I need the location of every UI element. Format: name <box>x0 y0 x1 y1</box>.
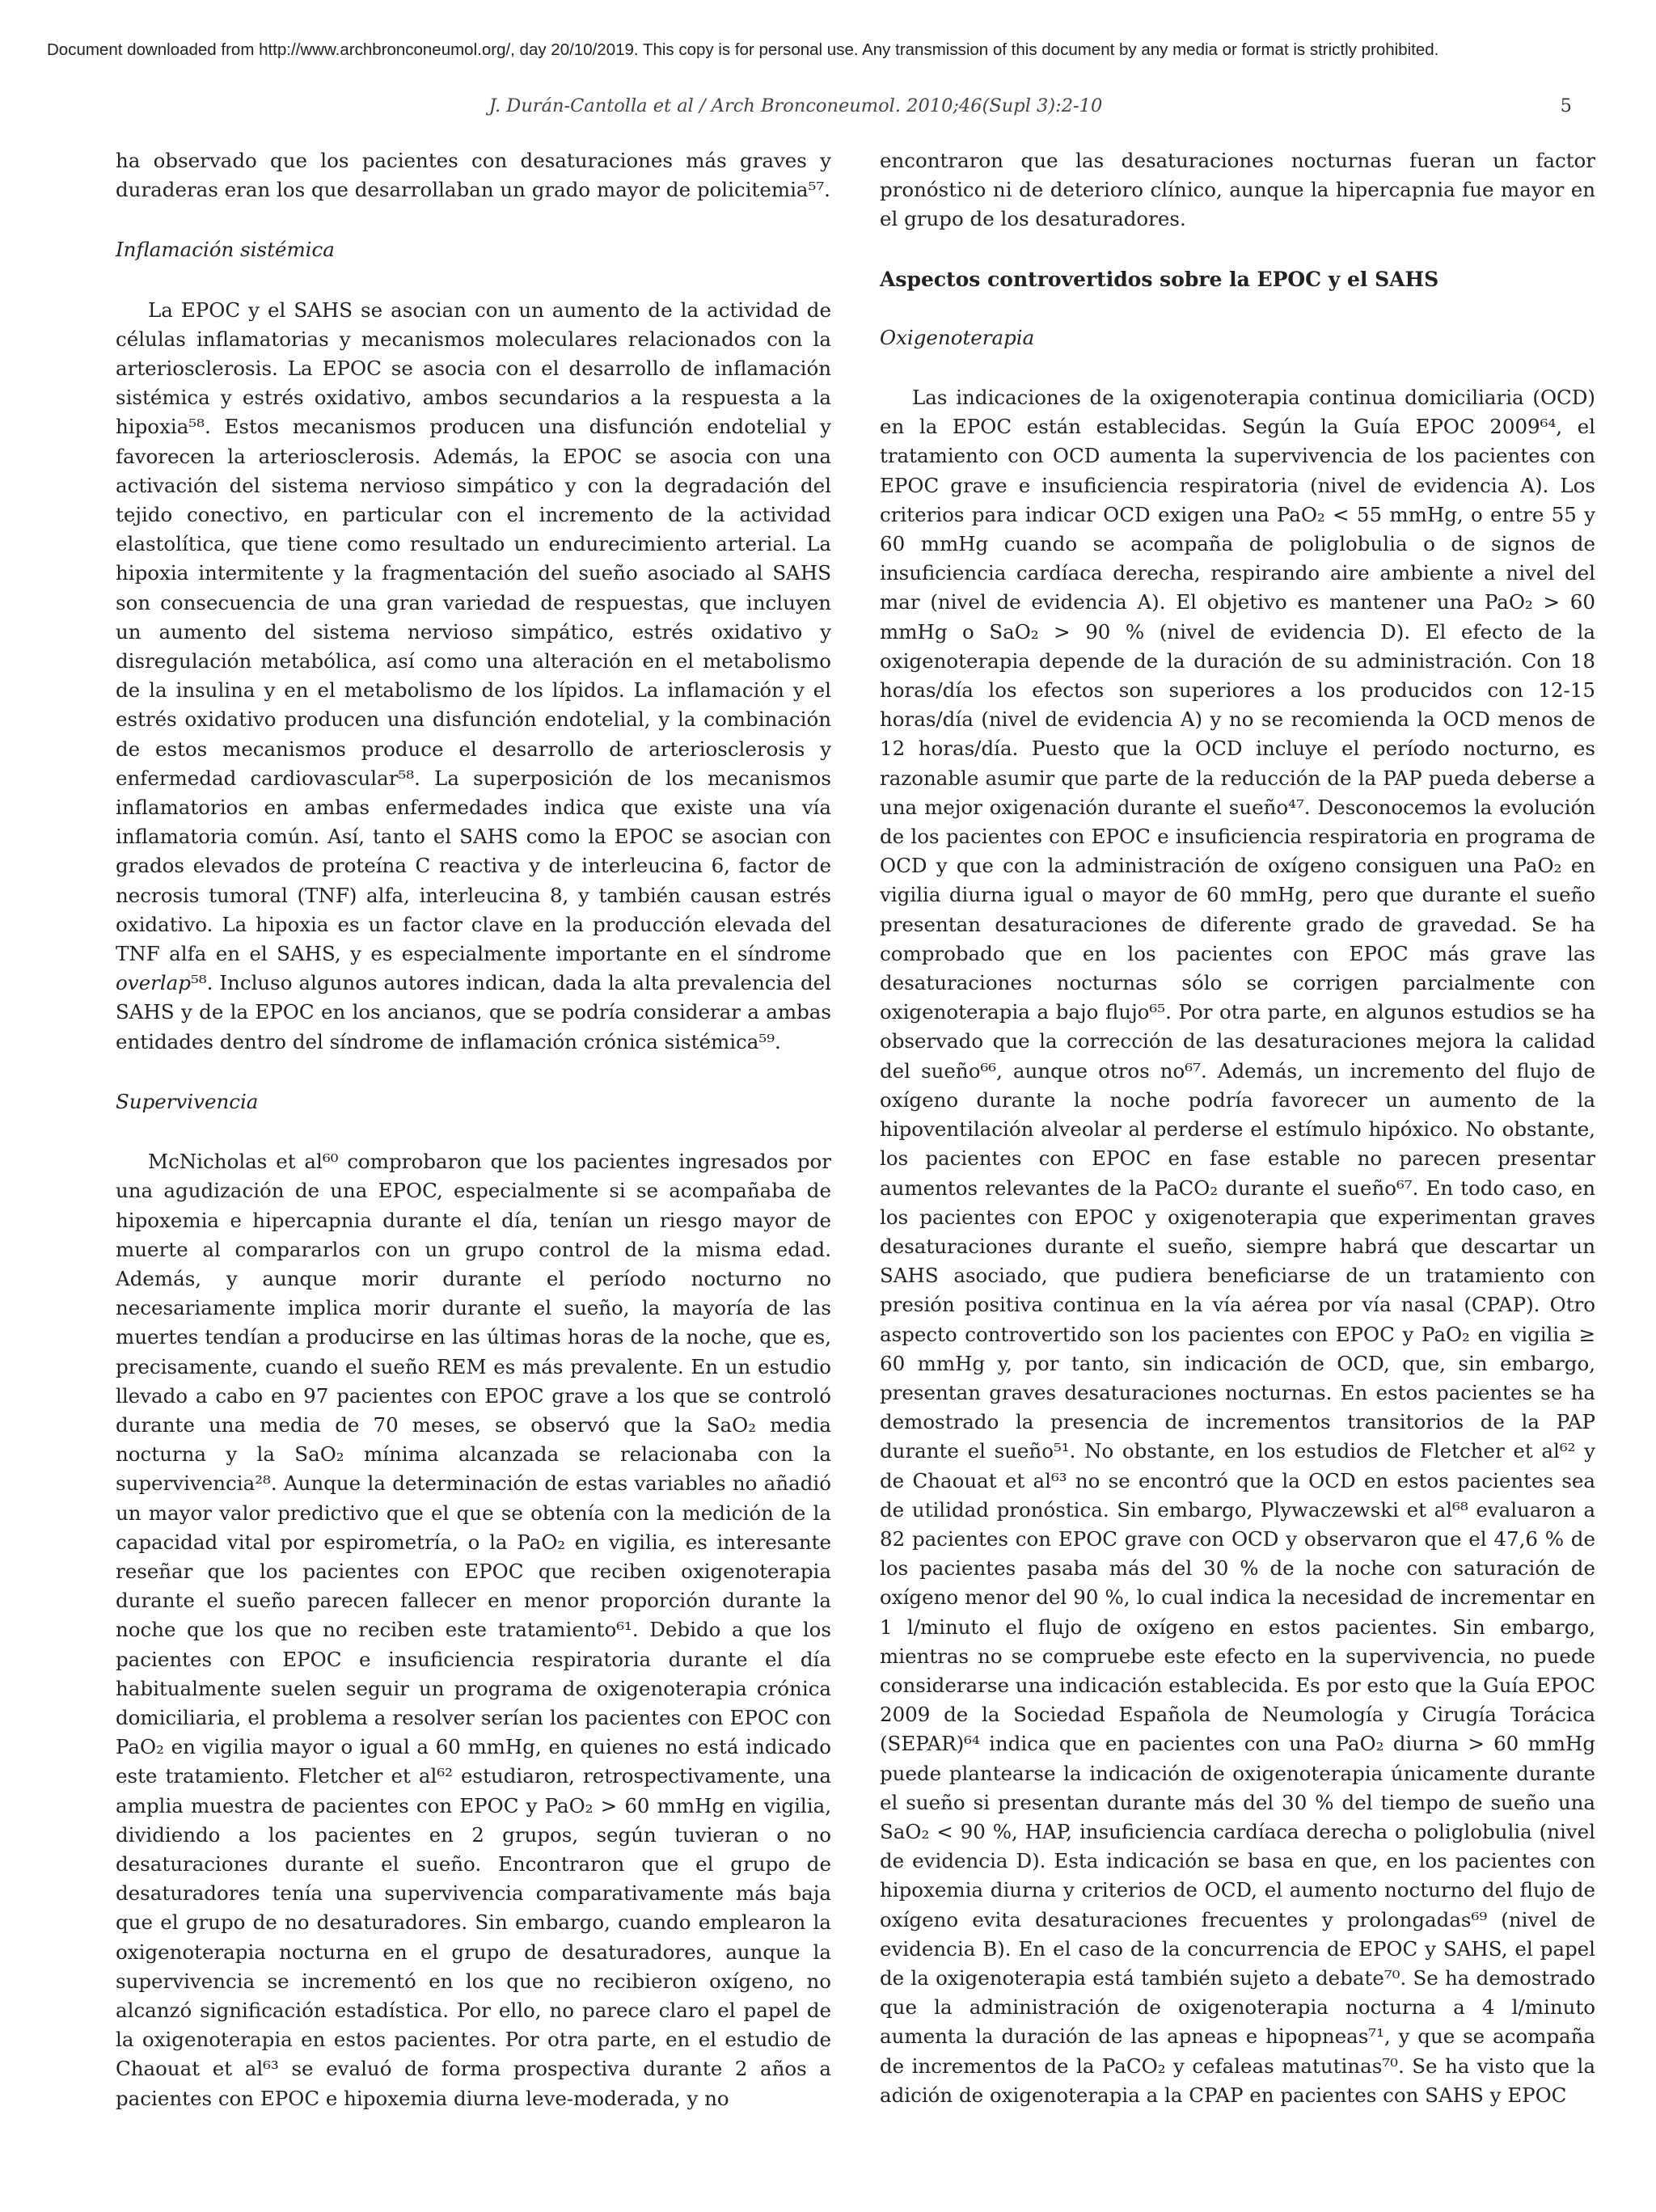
section-aspectos-controvertidos: Aspectos controvertidos sobre la EPOC y el SAHS <box>880 267 1439 291</box>
subsection-inflamacion-sistemica: Inflamación sistémica <box>116 238 335 262</box>
inflamacion-text: La EPOC y el SAHS se asocian con un aumento de la actividad de células inflamatorias y mecanismos moleculares relacionados con la arteriosclerosis. La EPOC se asocia con el desarrollo de inflamación sistémica y estrés oxidativo, ambos secundarios a la respuesta a la hipoxia⁵⁸. Estos mecanismos producen una disfunción endotelial y favorecen la arteriosclerosis. Además, la EPOC se asocia con una activación del sistema nervioso simpático y con la degradación del tejido conectivo, en particular con el incremento de la actividad elastolítica, que tiene como resultado un endurecimiento arterial. La hipoxia intermitente y la fragmentación del sueño asociado al SAHS son consecuencia de una gran variedad de respuestas, que incluyen un aumento del sistema nervioso simpático, estrés oxidativo y disregulación metabólica, así como una alteración en el metabolismo de la insulina y en el metabolismo de los lípidos. La inflamación y el estrés oxidativo producen una disfunción endotelial, y la combinación de estos mecanismos produce el desarrollo de arteriosclerosis y enfermedad cardiovascular⁵⁸. La superposición de los mecanismos inflamatorios en ambas enfermedades indica que existe una vía inflamatoria común. Así, tanto el SAHS como la EPOC se asocian con grados elevados de proteína C reactiva y de interleucina 6, factor de necrosis tumoral (TNF) alfa, interleucina 8, y también causan estrés oxidativo. La hipoxia es un factor clave en la producción elevada del TNF alfa en el SAHS, y es especialmente importante en el síndrome <box>116 298 831 966</box>
paragraph-supervivencia: McNicholas et al⁶⁰ comprobaron que los pacientes ingresados por una agudización de una EPOC, especialmente si se acompañaba de hipoxemia e hipercapnia durante el día, tenían un riesgo mayor de muerte al compararlos con un grupo control de la misma edad. Además, y aunque morir durante el período nocturno no necesariamente implica morir durante el sueño, la mayoría de las muertes tendían a producirse en las últimas horas de la noche, que es, precisamente, cuando el sueño REM es más prevalente. En un estudio llevado a cabo en 97 pacientes con EPOC grave a los que se controló durante una media de 70 meses, se observó que la SaO₂ media nocturna y la SaO₂ mínima alcanzada se relacionaba con la supervivencia²⁸. Aunque la determinación de estas variables no añadió un mayor valor predictivo que el que se obtenía con la medición de la capacidad vital por espirometría, o la PaO₂ en vigilia, es interesante reseñar que los pacientes con EPOC que reciben oxigenoterapia durante el sueño parecen fallecer en menor proporción durante la noche que los que no reciben este tratamiento⁶¹. Debido a que los pacientes con EPOC e insuficiencia respiratoria durante el día habitualmente suelen seguir un programa de oxigenoterapia crónica domiciliaria, el problema a resolver serían los pacientes con EPOC con PaO₂ en vigilia mayor o igual a 60 mmHg, en quienes no está indicado este tratamiento. Fletcher et al⁶² estudiaron, retrospectivamente, una amplia muestra de pacientes con EPOC y PaO₂ > 60 mmHg en vigilia, dividiendo a los pacientes en 2 grupos, según tuvieran o no desaturaciones durante el sueño. Encontraron que el grupo de desaturadores tenía una supervivencia comparativamente más baja que el grupo de no desaturadores. Sin embargo, cuando emplearon la oxigenoterapia nocturna en el grupo de desaturadores, aunque la supervivencia se incrementó en los que no recibieron oxígeno, no alcanzó significación estadística. Por ello, no parece claro el papel de la oxigenoterapia en estos pacientes. Por otra parte, en el estudio de Chaouat et al⁶³ se evaluó de forma prospectiva durante 2 años a pacientes con EPOC e hipoxemia diurna leve-moderada, y no <box>116 1150 831 2110</box>
download-notice: Document downloaded from http://www.archbronconeumol.org/, day 20/10/2019. This copy is for personal use. Any transmission of this document by any media or format is strictly prohibited. <box>47 40 1439 59</box>
left-column <box>116 146 831 2113</box>
running-head: J. Durán-Cantolla et al / Arch Bronconeumol. 2010;46(Supl 3):2-10 <box>488 95 1103 116</box>
right-column <box>880 146 1595 2110</box>
paragraph-desaturadores: encontraron que las desaturaciones nocturnas fueran un factor pronóstico ni de deterioro clínico, aunque la hipercapnia fue mayor en el grupo de los desaturadores. <box>880 149 1595 231</box>
paragraph-oxigenoterapia: Las indicaciones de la oxigenoterapia continua domiciliaria (OCD) en la EPOC están establecidas. Según la Guía EPOC 2009⁶⁴, el tratamiento con OCD aumenta la supervivencia de los pacientes con EPOC grave e insuficiencia respiratoria (nivel de evidencia A). Los criterios para indicar OCD exigen una PaO₂ < 55 mmHg, o entre 55 y 60 mmHg cuando se acompaña de poliglobulia o de signos de insuficiencia cardíaca derecha, respirando aire ambiente a nivel del mar (nivel de evidencia A). El objetivo es mantener una PaO₂ > 60 mmHg o SaO₂ > 90 % (nivel de evidencia D). El efecto de la oxigenoterapia depende de la duración de su administración. Con 18 horas/día los efectos son superiores a los producidos con 12-15 horas/día (nivel de evidencia A) y no se recomienda la OCD menos de 12 horas/día. Puesto que la OCD incluye el período nocturno, es razonable asumir que parte de la reducción de la PAP pueda deberse a una mejor oxigenación durante el sueño⁴⁷. Desconocemos la evolución de los pacientes con EPOC e insuficiencia respiratoria en programa de OCD y que con la administración de oxígeno consiguen una PaO₂ en vigilia diurna igual o mayor de 60 mmHg, pero que durante el sueño presentan desaturaciones de diferente grado de gravedad. Se ha comprobado que en los pacientes con EPOC más grave las desaturaciones nocturnas sólo se corrigen parcialmente con oxigenoterapia a bajo flujo⁶⁵. Por otra parte, en algunos estudios se ha observado que la corrección de las desaturaciones mejora la calidad del sueño⁶⁶, aunque otros no⁶⁷. Además, un incremento del flujo de oxígeno durante la noche podría favorecer un aumento de la hipoventilación alveolar al perderse el estímulo hipóxico. No obstante, los pacientes con EPOC en fase estable no parecen presentar aumentos relevantes de la PaCO₂ durante el sueño⁶⁷. En todo caso, en los pacientes con EPOC y oxigenoterapia que experimentan graves desaturaciones durante el sueño, siempre habrá que descartar un SAHS asociado, que pudiera beneficiarse de un tratamiento con presión positiva continua en la vía aérea por vía nasal (CPAP). Otro aspecto controvertido son los pacientes con EPOC y PaO₂ en vigilia ≥ 60 mmHg y, por tanto, sin indicación de OCD, que, sin embargo, presentan graves desaturaciones nocturnas. En estos pacientes se ha demostrado la presencia de incrementos transitorios de la PAP durante el sueño⁵¹. No obstante, en los estudios de Fletcher et al⁶² y de Chaouat et al⁶³ no se encontró que la OCD en estos pacientes sea de utilidad pronóstica. Sin embargo, Plywaczewski et al⁶⁸ evaluaron a 82 pacientes con EPOC grave con OCD y observaron que el 47,6 % de los pacientes pasaba más del 30 % de la noche con saturación de oxígeno menor del 90 %, lo cual indica la necesidad de incrementar en 1 l/minuto el flujo de oxígeno en estos pacientes. Sin embargo, mientras no se compruebe este efecto en la supervivencia, no puede considerarse una indicación establecida. Es por esto que la Guía EPOC 2009 de la Sociedad Española de Neumología y Cirugía Torácica (SEPAR)⁶⁴ indica que en pacientes con una PaO₂ diurna > 60 mmHg puede plantearse la indicación de oxigenoterapia únicamente durante el sueño si presentan durante más del 30 % del tiempo de sueño una SaO₂ < 90 %, HAP, insuficiencia cardíaca derecha o poliglobulia (nivel de evidencia D). Esta indicación se basa en que, en los pacientes con hipoxemia diurna y criterios de OCD, el aumento nocturno del flujo de oxígeno evita desaturaciones frecuentes y prolongadas⁶⁹ (nivel de evidencia B). En el caso de la concurrencia de EPOC y SAHS, el papel de la oxigenoterapia está también sujeto a debate⁷⁰. Se ha demostrado que la administración de oxigenoterapia nocturna a 4 l/minuto aumenta la duración de las apneas e hipopneas⁷¹, y que se acompaña de incrementos de la PaCO₂ y cefaleas matutinas⁷⁰. Se ha visto que la adición de oxigenoterapia a la CPAP en pacientes con SAHS y EPOC <box>880 386 1595 2107</box>
page-number: 5 <box>1560 95 1572 116</box>
paragraph-inflamacion <box>116 296 831 1057</box>
overlap-term: overlap <box>116 971 191 995</box>
subsection-oxigenoterapia: Oxigenoterapia <box>880 325 1035 349</box>
subsection-supervivencia: Supervivencia <box>116 1089 259 1113</box>
inflamacion-text-end: ⁵⁸. Incluso algunos autores indican, dada la alta prevalencia del SAHS y de la EPOC en los ancianos, que se podría considerar a ambas entidades dentro del síndrome de inflamación crónica sistémica⁵⁹. <box>116 971 831 1053</box>
paragraph-policitemia: ha observado que los pacientes con desaturaciones más graves y duraderas eran los que desarrollaban un grado mayor de policitemia⁵⁷. <box>116 149 831 202</box>
